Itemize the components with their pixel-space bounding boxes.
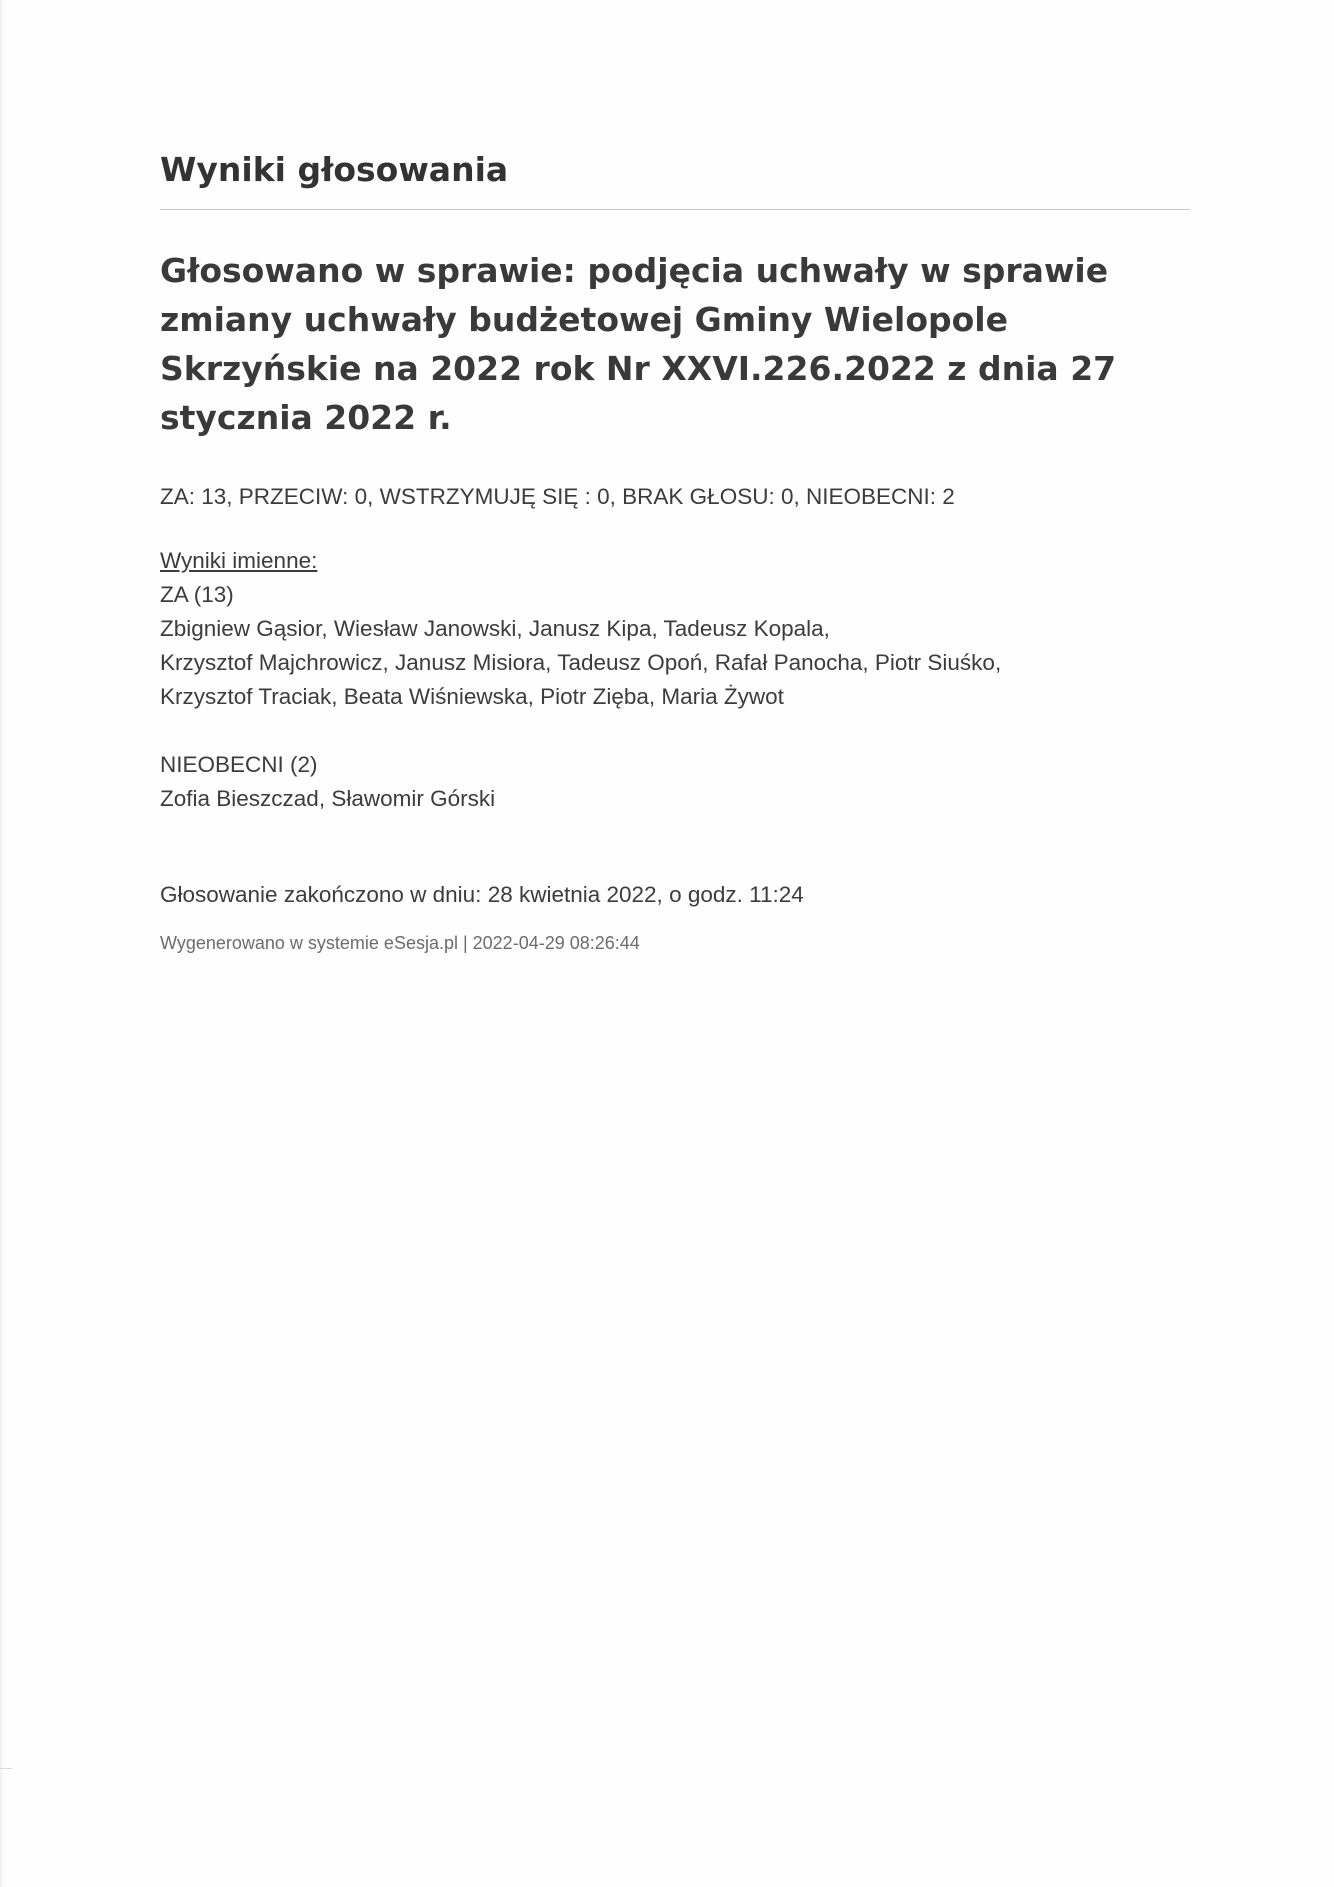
- document-title: Wyniki głosowania: [160, 150, 509, 189]
- scan-edge-shadow: [0, 0, 4, 1887]
- absent-label: NIEOBECNI (2): [160, 752, 318, 777]
- for-voters-line: Zbigniew Gąsior, Wiesław Janowski, Janusz Kipa, Tadeusz Kopala,: [160, 616, 830, 641]
- title-divider: [160, 209, 1190, 210]
- named-results-heading: Wyniki imienne:: [160, 548, 318, 573]
- vote-subject: Głosowano w sprawie: podjęcia uchwały w sprawie zmiany uchwały budżetowej Gminy Wielopole Skrzyńskie na 2022 rok Nr XXVI.226.2022 z dnia 27 stycznia 2022 r.: [160, 251, 1117, 437]
- vote-closed-info: Głosowanie zakończono w dniu: 28 kwietnia 2022, o godz. 11:24: [160, 882, 804, 907]
- for-voters-line: Krzysztof Majchrowicz, Janusz Misiora, Tadeusz Opoń, Rafał Panocha, Piotr Siuśko,: [160, 650, 1002, 675]
- absent-names: Zofia Bieszczad, Sławomir Górski: [160, 786, 496, 811]
- for-votes-label: ZA (13): [160, 582, 234, 607]
- generated-footer: Wygenerowano w systemie eSesja.pl | 2022-04-29 08:26:44: [160, 933, 640, 953]
- document-content: [160, 150, 1200, 955]
- named-results-section: [160, 544, 1200, 714]
- absent-section: [160, 748, 1200, 816]
- scan-mark: [0, 1768, 12, 1769]
- vote-summary: ZA: 13, PRZECIW: 0, WSTRZYMUJĘ SIĘ : 0, BRAK GŁOSU: 0, NIEOBECNI: 2: [160, 484, 955, 509]
- for-voters-line: Krzysztof Traciak, Beata Wiśniewska, Piotr Zięba, Maria Żywot: [160, 684, 784, 709]
